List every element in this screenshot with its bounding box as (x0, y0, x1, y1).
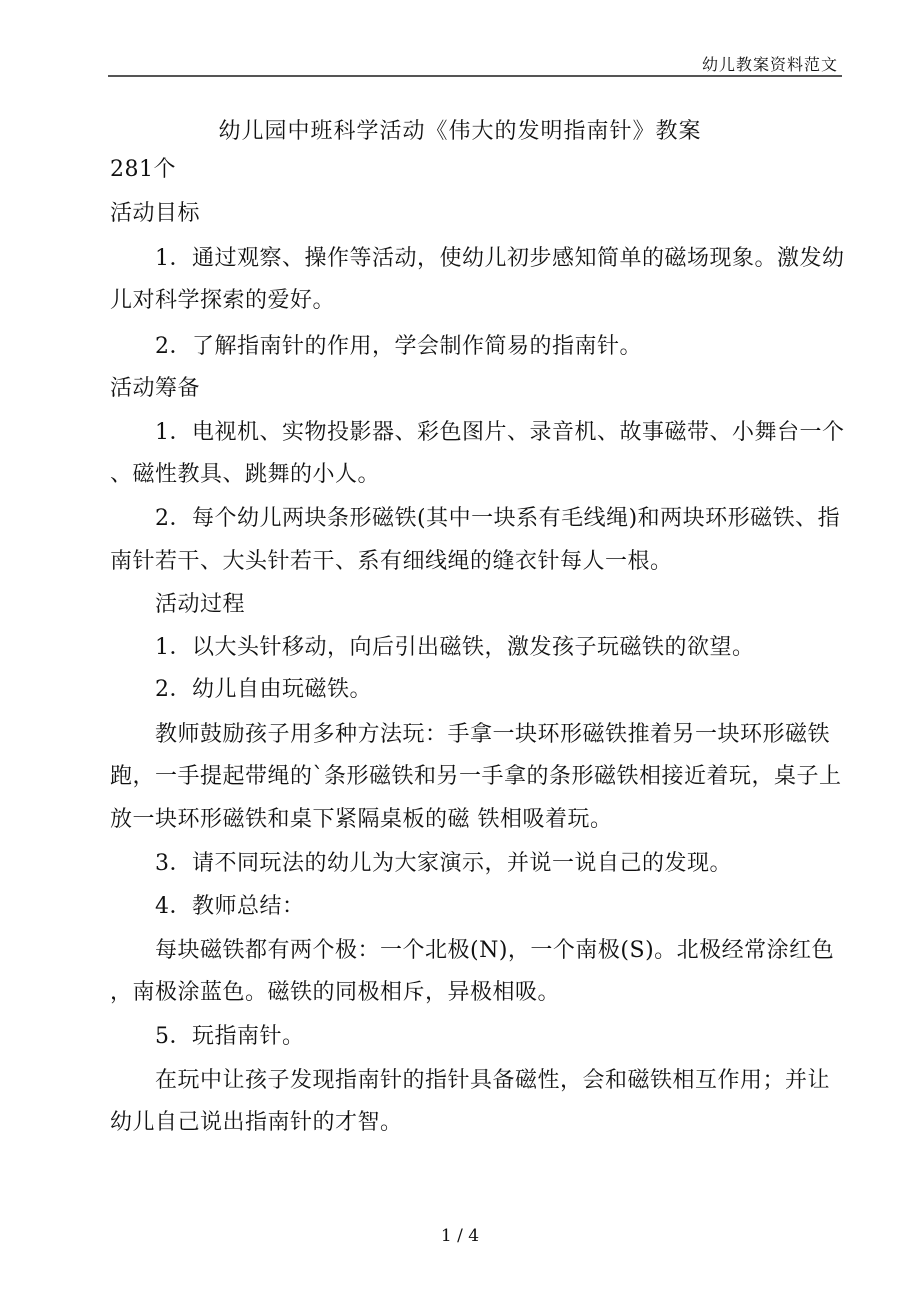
paragraph-line: 3．请不同玩法的幼儿为大家演示，并说一说自己的发现。 (155, 851, 732, 876)
paragraph-line: 跑，一手提起带绳的`条形磁铁和另一手拿的条形磁铁相接近着玩，桌子上 (110, 764, 842, 789)
paragraph-line: 幼儿自己说出指南针的才智。 (110, 1110, 403, 1135)
page-number: 1 / 4 (440, 1226, 480, 1246)
word-count: 281个 (110, 157, 176, 182)
paragraph-line: 1．通过观察、操作等活动，使幼儿初步感知简单的磁场现象。激发幼 (155, 246, 845, 271)
paragraph-line: 南针若干、大头针若干、系有细线绳的缝衣针每人一根。 (110, 549, 673, 574)
document-title: 幼儿园中班科学活动《伟大的发明指南针》教案 (218, 119, 702, 144)
paragraph-line: 1．以大头针移动，向后引出磁铁，激发孩子玩磁铁的欲望。 (155, 635, 755, 660)
paragraph-line: 2．每个幼儿两块条形磁铁(其中一块系有毛线绳)和两块环形磁铁、指 (155, 506, 841, 531)
section-heading: 活动过程 (155, 592, 246, 617)
running-header: 幼儿教案资料范文 (701, 55, 838, 74)
paragraph-line: 在玩中让孩子发现指南针的指针具备磁性，会和磁铁相互作用；并让 (155, 1068, 831, 1093)
paragraph-line: ，南极涂蓝色。磁铁的同极相斥，异极相吸。 (110, 980, 561, 1005)
paragraph-line: 儿对科学探索的爱好。 (110, 288, 336, 313)
paragraph-line: 每块磁铁都有两个极：一个北极(N)，一个南极(S)。北极经常涂红色 (155, 938, 835, 963)
paragraph-line: 2．了解指南针的作用，学会制作简易的指南针。 (155, 334, 642, 359)
paragraph-line: 5．玩指南针。 (155, 1024, 305, 1049)
paragraph-line: 放一块环形磁铁和桌下紧隔桌板的磁 铁相吸着玩。 (110, 807, 613, 832)
header-divider (108, 75, 842, 77)
paragraph-line: 、磁性教具、跳舞的小人。 (110, 462, 381, 487)
section-heading: 活动筹备 (110, 376, 201, 401)
paragraph-line: 教师鼓励孩子用多种方法玩：手拿一块环形磁铁推着另一块环形磁铁 (155, 722, 831, 747)
paragraph-line: 4．教师总结： (155, 894, 305, 919)
section-heading: 活动目标 (110, 201, 201, 226)
paragraph-line: 2．幼儿自由玩磁铁。 (155, 677, 372, 702)
paragraph-line: 1．电视机、实物投影器、彩色图片、录音机、故事磁带、小舞台一个 (155, 420, 845, 445)
